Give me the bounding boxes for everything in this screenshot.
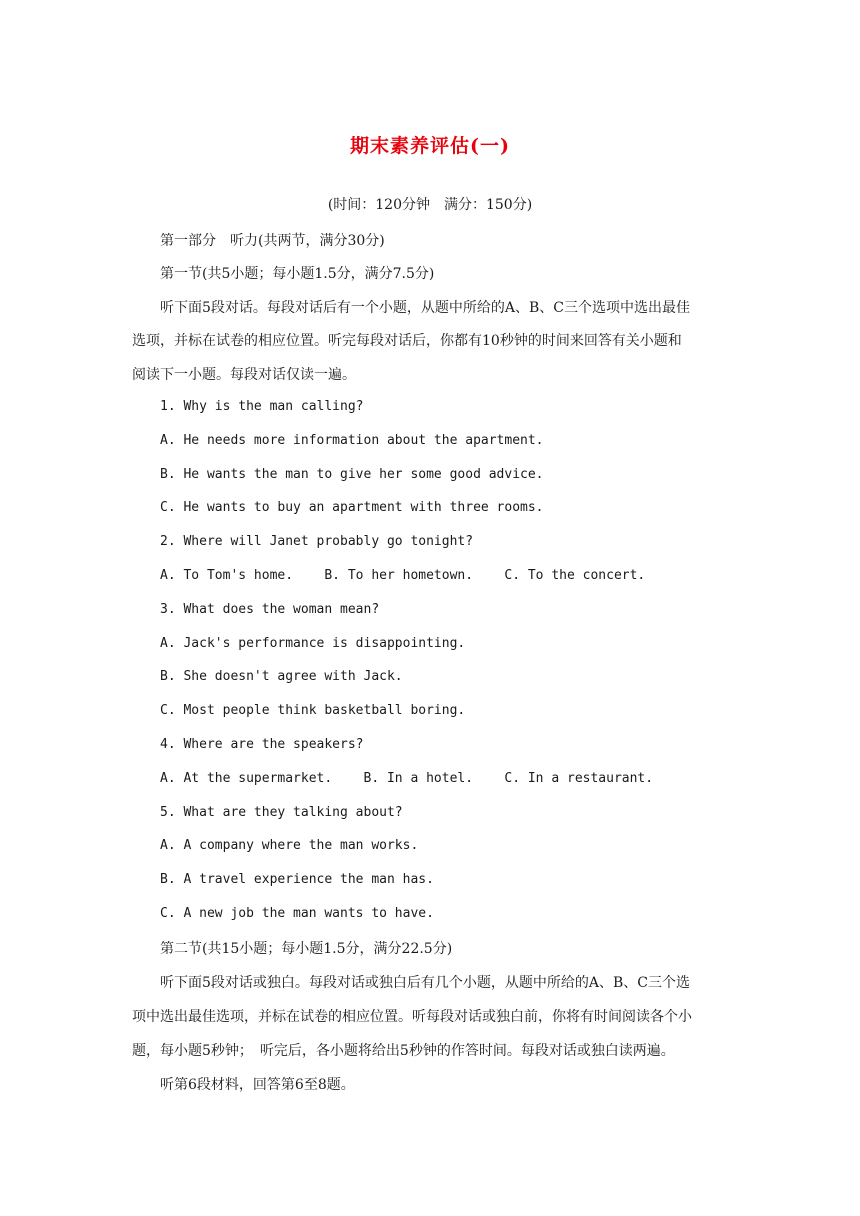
- option-text: C. He wants to buy an apartment with three rooms.: [160, 500, 544, 515]
- section-heading: 第二节(共15小题；每小题1.5分，满分22.5分): [160, 941, 453, 957]
- instruction-line: 听下面5段对话。每段对话后有一个小题，从题中所给的A、B、C三个选项中选出最佳: [160, 300, 691, 316]
- instruction-line: 题，每小题5秒钟； 听完后，各小题将给出5秒钟的作答时间。每段对话或独白读两遍。: [132, 1043, 675, 1059]
- instruction-line: 阅读下一小题。每段对话仅读一遍。: [132, 367, 356, 383]
- question-text: 5. What are they talking about?: [160, 805, 403, 820]
- instruction-line: 听下面5段对话或独白。每段对话或独白后有几个小题，从题中所给的A、B、C三个选: [160, 975, 691, 991]
- material-prompt: 听第6段材料，回答第6至8题。: [160, 1077, 355, 1093]
- option-text: A. He needs more information about the apartment.: [160, 433, 544, 448]
- option-row: A. At the supermarket. B. In a hotel. C. In a restaurant.: [160, 771, 654, 786]
- exam-time-score: (时间：120分钟 满分：150分): [327, 197, 533, 213]
- option-text: B. She doesn't agree with Jack.: [160, 669, 403, 684]
- instruction-line: 选项，并标在试卷的相应位置。听完每段对话后，你都有10秒钟的时间来回答有关小题和: [132, 333, 682, 349]
- instruction-line: 项中选出最佳选项，并标在试卷的相应位置。听每段对话或独白前，你将有时间阅读各个小: [132, 1009, 692, 1025]
- option-text: B. A travel experience the man has.: [160, 872, 434, 887]
- part-heading: 第一部分 听力(共两节，满分30分): [160, 233, 385, 249]
- option-row: A. To Tom's home. B. To her hometown. C. To the concert.: [160, 568, 646, 583]
- option-text: A. A company where the man works.: [160, 838, 419, 853]
- section-heading: 第一节(共5小题；每小题1.5分，满分7.5分): [160, 266, 435, 282]
- option-text: A. Jack's performance is disappointing.: [160, 636, 466, 651]
- question-text: 2. Where will Janet probably go tonight?: [160, 534, 474, 549]
- option-text: C. A new job the man wants to have.: [160, 906, 434, 921]
- question-text: 1. Why is the man calling?: [160, 399, 364, 414]
- option-text: B. He wants the man to give her some good advice.: [160, 467, 544, 482]
- page-title: 期末素养评估(一): [350, 135, 510, 157]
- option-text: C. Most people think basketball boring.: [160, 703, 466, 718]
- question-text: 4. Where are the speakers?: [160, 737, 364, 752]
- question-text: 3. What does the woman mean?: [160, 602, 380, 617]
